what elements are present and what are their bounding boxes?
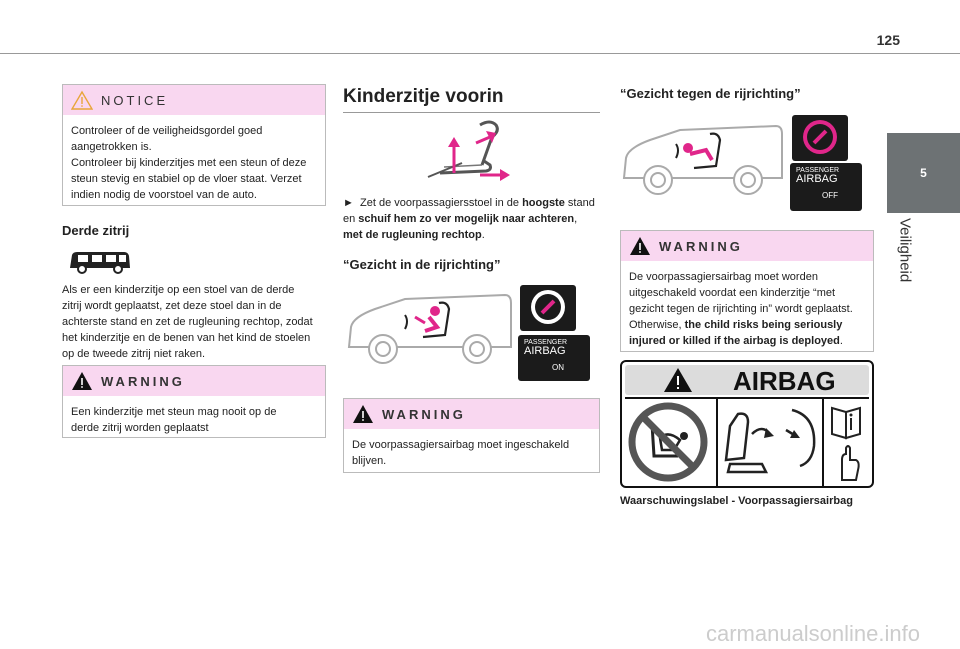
middle-warning-line: blijven. — [352, 455, 387, 467]
middle-warning-body — [344, 429, 599, 477]
left-warning-box — [62, 365, 326, 438]
warning-triangle-icon — [352, 404, 374, 424]
warning-triangle-icon — [663, 367, 693, 393]
section-title: Kinderzitje voorin — [343, 86, 504, 107]
airbag-on-indicator — [518, 335, 590, 381]
right-warning-bold: injured or killed if the airbag is deployed — [629, 335, 840, 347]
third-row-line: achterste stand en zet de rugleuning rechtop, zodat — [62, 316, 313, 328]
airbag-label-text: AIRBAG — [733, 366, 836, 396]
chapter-tab[interactable] — [887, 133, 960, 213]
left-warning-title: WARNING — [101, 373, 185, 389]
middle-warning-box — [343, 398, 600, 473]
footer-watermark — [0, 621, 960, 647]
third-row-heading: Derde zitrij — [62, 223, 130, 238]
seat-adjust-illustration — [420, 115, 520, 185]
instruction-text: Zet de voorpassagiersstoel in de — [360, 197, 523, 209]
middle-warning-title: WARNING — [382, 406, 466, 422]
warning-triangle-icon — [629, 236, 651, 256]
notice-box — [62, 84, 326, 206]
bullet-arrow-icon: ► — [343, 197, 354, 209]
instruction-bold: schuif hem zo ver mogelijk naar achteren — [358, 213, 575, 225]
right-warning-box — [620, 230, 874, 352]
notice-body — [63, 115, 325, 211]
third-row-vehicle-icon — [66, 250, 132, 274]
left-warning-body — [63, 396, 325, 444]
indicator-state: ON — [552, 363, 564, 372]
warning-triangle-icon — [71, 90, 93, 110]
airbag-label-separator — [716, 399, 718, 487]
manual-book-icon — [828, 404, 868, 484]
indicator-small-text: PASSENGER — [524, 339, 568, 346]
header-rule — [0, 53, 960, 54]
notice-line: Controleer bij kinderzitjes met een steun of deze — [71, 157, 307, 169]
third-row-line: zitrij wordt geplaatst, zet deze stoel dan in de — [62, 300, 282, 312]
chapter-number: 5 — [920, 166, 927, 180]
airbag-on-key-switch-icon — [518, 283, 578, 333]
airbag-warning-label — [620, 360, 874, 488]
airbag-label-divider — [625, 397, 869, 399]
third-row-text — [62, 282, 332, 362]
airbag-off-key-switch-icon — [790, 113, 850, 163]
notice-line: indien nodig de voorstoel van de auto. — [71, 189, 257, 201]
notice-line: steun stevig en stabiel op de vloer staat. Verzet — [71, 173, 302, 185]
left-warning-line: Een kinderzitje met steun mag nooit op de — [71, 406, 277, 418]
right-warning-body — [621, 261, 873, 357]
right-warning-line: uitgeschakeld voordat een kinderzitje “met — [629, 287, 836, 299]
right-warning-title: WARNING — [659, 238, 743, 254]
chapter-label — [885, 218, 925, 298]
middle-warning-header — [344, 399, 599, 429]
footer-watermark-text: carmanualsonline.info — [705, 621, 920, 646]
third-row-line: Als er een kinderzitje op een stoel van de derde — [62, 284, 295, 296]
right-warning-text: Otherwise, — [629, 319, 685, 331]
left-warning-header — [63, 366, 325, 396]
instruction-text: . — [481, 229, 485, 241]
section-title-rule — [343, 112, 600, 113]
instruction-bold: hoogste — [522, 197, 565, 209]
left-warning-line: derde zitrij worden geplaatst — [71, 422, 209, 434]
notice-title: NOTICE — [101, 92, 169, 108]
right-warning-header — [621, 231, 873, 261]
notice-header — [63, 85, 325, 115]
forward-facing-heading: “Gezicht in de rijrichting” — [343, 257, 501, 272]
chapter-label-text: Veiligheid — [896, 218, 914, 283]
right-warning-line: gezicht tegen de rijrichting in” wordt geplaatst. — [629, 303, 853, 315]
indicator-big-text: AIRBAG — [796, 173, 838, 185]
instruction-text: en — [343, 213, 359, 225]
right-warning-bold: the child risks being seriously — [684, 319, 843, 331]
warning-triangle-icon — [71, 371, 93, 391]
right-warning-text: . — [839, 335, 843, 347]
airbag-label-caption: Waarschuwingslabel - Voorpassagiersairbag — [620, 495, 853, 507]
notice-line: aangetrokken is. — [71, 141, 152, 153]
seat-instruction — [343, 195, 608, 243]
indicator-small-text: PASSENGER — [796, 167, 840, 174]
rear-facing-car-illustration — [620, 118, 785, 198]
forward-facing-car-illustration — [345, 287, 515, 367]
third-row-line: op de tweede zitrij niet raken. — [62, 348, 206, 360]
page-number: 125 — [876, 32, 900, 48]
right-warning-line: De voorpassagiersairbag moet worden — [629, 271, 818, 283]
indicator-big-text: AIRBAG — [524, 345, 566, 357]
notice-line: Controleer of de veiligheidsgordel goed — [71, 125, 263, 137]
airbag-off-indicator — [790, 163, 862, 211]
airbag-label-separator — [822, 399, 824, 487]
instruction-text: stand — [564, 197, 595, 209]
instruction-text: , — [574, 213, 578, 225]
airbag-deploy-seat-icon — [722, 406, 822, 482]
indicator-state: OFF — [822, 191, 838, 200]
instruction-bold: met de rugleuning rechtop — [343, 229, 482, 241]
middle-warning-line: De voorpassagiersairbag moet ingeschakeld — [352, 439, 570, 451]
airbag-label-header — [625, 365, 869, 395]
rear-facing-heading: “Gezicht tegen de rijrichting” — [620, 86, 801, 101]
third-row-line: het kinderzitje en de benen van het kind de stoelen — [62, 332, 311, 344]
no-rear-facing-seat-icon — [628, 402, 712, 484]
